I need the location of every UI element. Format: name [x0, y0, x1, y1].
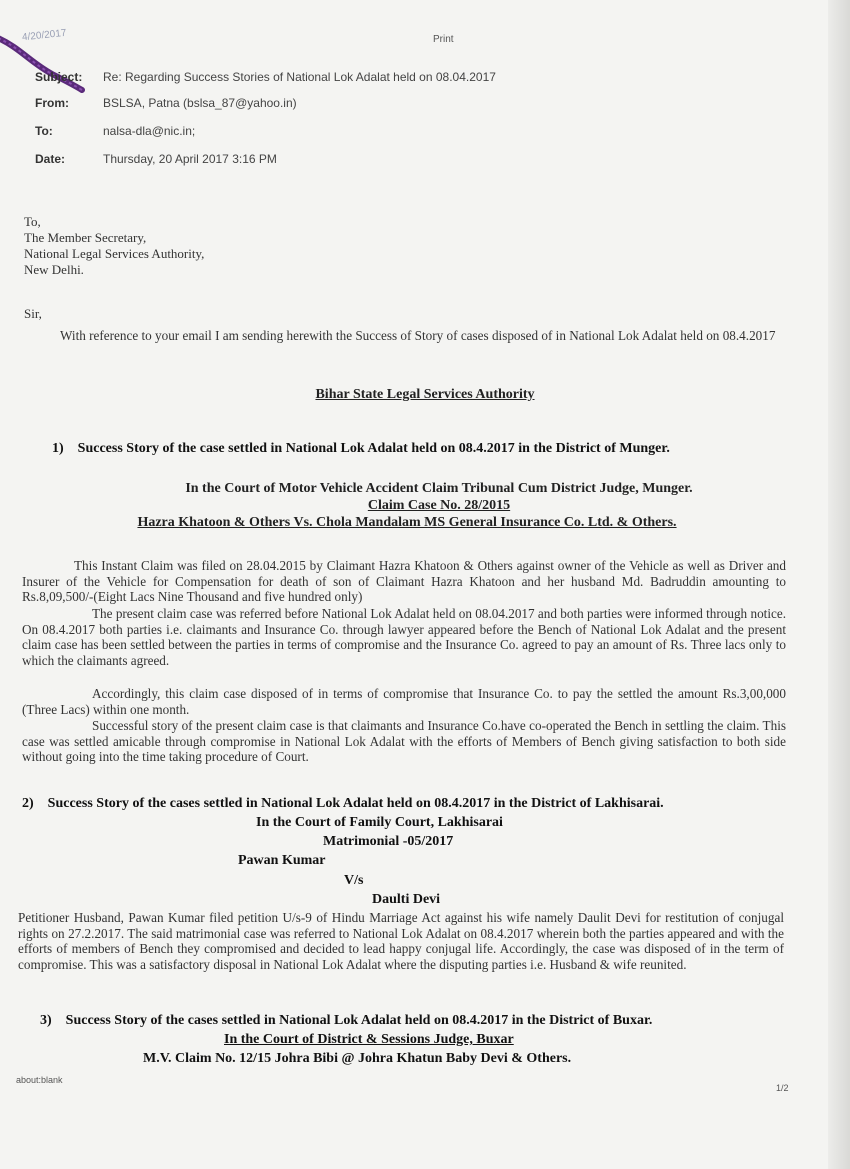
story3-case-line: M.V. Claim No. 12/15 Johra Bibi @ Johra Khatun Baby Devi & Others. [143, 1051, 572, 1066]
story3-number: 3) [40, 1013, 52, 1028]
address-line-4: New Delhi. [24, 262, 84, 277]
story2-number: 2) [22, 796, 34, 811]
subject-label: Subject: [35, 70, 83, 84]
story2-respondent: Daulti Devi [372, 892, 441, 907]
story1-paragraph-1: This Instant Claim was filed on 28.04.2015 by Claimant Hazra Khatoon & Others against owner of the Vehicle as well as Driver and Insurer of the Vehicle for Compensation for death of son of Claimant Hazra Khatoon and her husband Md. Badruddin amounting to Rs.8,09,500/-(Eight Lacs Nine Thousand and five hundred only) [22, 558, 786, 605]
story1-number: 1) [52, 441, 64, 456]
intro-paragraph: With reference to your email I am sending herewith the Success of Story of cases disposed of in National Lok Adalat held on 08.4.2017 [60, 328, 776, 343]
story1-heading-row [52, 441, 670, 457]
story1-parties: Hazra Khatoon & Others Vs. Chola Mandalam MS General Insurance Co. Ltd. & Others. [137, 515, 677, 530]
story1-paragraph-2: The present claim case was referred before National Lok Adalat held on 08.04.2017 and both parties were informed through notice. On 08.4.2017 both parties i.e. claimants and Insurance Co. through lawyer appeared before the Bench of National Lok Adalat and the present claim case has been settled between the parties in terms of compromise and the Insurance Co. agreed to pay an amount of Rs. Three lacs only to which the claimants agreed. [22, 606, 786, 668]
story1-case-no: Claim Case No. 28/2015 [367, 498, 511, 513]
footer-url: about:blank [16, 1075, 63, 1085]
page-edge-shadow [828, 0, 850, 1169]
footer-page-number: 1/2 [776, 1083, 789, 1093]
address-block [24, 214, 204, 278]
date-label: Date: [35, 152, 66, 166]
story1-heading: Success Story of the case settled in National Lok Adalat held on 08.4.2017 in the District of Munger. [77, 441, 670, 456]
story2-court: In the Court of Family Court, Lakhisarai [256, 815, 503, 830]
date-value: Thursday, 20 April 2017 3:16 PM [103, 152, 277, 166]
story2-paragraph-1: Petitioner Husband, Pawan Kumar filed petition U/s-9 of Hindu Marriage Act against his wife namely Daulit Devi for restitution of conjugal rights on 27.2.2017. The said matrimonial case was referred to National Lok Adalat on 08.4.2017 wherein both the parties appeared and with the efforts of members of Bench they compromised and decided to lead happy conjugal life. Accordingly, the case was disposed of in the term of compromise. This was a satisfactory disposal in National Lok Adalat where the disputing parties i.e. Husband & wife reunited. [18, 910, 784, 972]
subject-value: Re: Regarding Success Stories of National Lok Adalat held on 08.04.2017 [103, 70, 496, 84]
address-line-1: To, [24, 214, 41, 229]
story3-heading: Success Story of the cases settled in National Lok Adalat held on 08.4.2017 in the District of Buxar. [65, 1013, 653, 1028]
address-line-2: The Member Secretary, [24, 230, 147, 245]
print-label: Print [433, 34, 454, 45]
story1-paragraph-4: Successful story of the present claim case is that claimants and Insurance Co.have co-operated the Bench in settling the claim. This case was settled amicable through compromise in National Lok Adalat with the efforts of Members of Bench giving satisfaction to both side without going into the time taking procedure of Court. [22, 718, 786, 765]
story1-court: In the Court of Motor Vehicle Accident Claim Tribunal Cum District Judge, Munger. [185, 481, 693, 496]
salutation: Sir, [24, 306, 42, 321]
to-label: To: [35, 124, 53, 138]
story2-heading: Success Story of the cases settled in National Lok Adalat held on 08.4.2017 in the District of Lakhisarai. [47, 796, 664, 811]
authority-title: Bihar State Legal Services Authority [315, 387, 535, 402]
address-line-3: National Legal Services Authority, [24, 246, 205, 261]
from-value: BSLSA, Patna (bslsa_87@yahoo.in) [103, 96, 297, 110]
story3-heading-row [40, 1013, 652, 1029]
to-value: nalsa-dla@nic.in; [103, 124, 196, 138]
story2-case-no: Matrimonial -05/2017 [323, 834, 454, 849]
story2-petitioner: Pawan Kumar [238, 853, 326, 868]
story2-vs: V/s [344, 873, 364, 888]
binding-cord-icon [0, 0, 120, 110]
from-label: From: [35, 96, 69, 110]
story2-heading-row [22, 796, 664, 812]
story3-court: In the Court of District & Sessions Judge, Buxar [224, 1032, 514, 1047]
print-stamp-date: 4/20/2017 [21, 27, 67, 44]
story1-paragraph-3: Accordingly, this claim case disposed of in terms of compromise that Insurance Co. to pay the settled the amount Rs.3,00,000 (Three Lacs) within one month. [22, 686, 786, 717]
